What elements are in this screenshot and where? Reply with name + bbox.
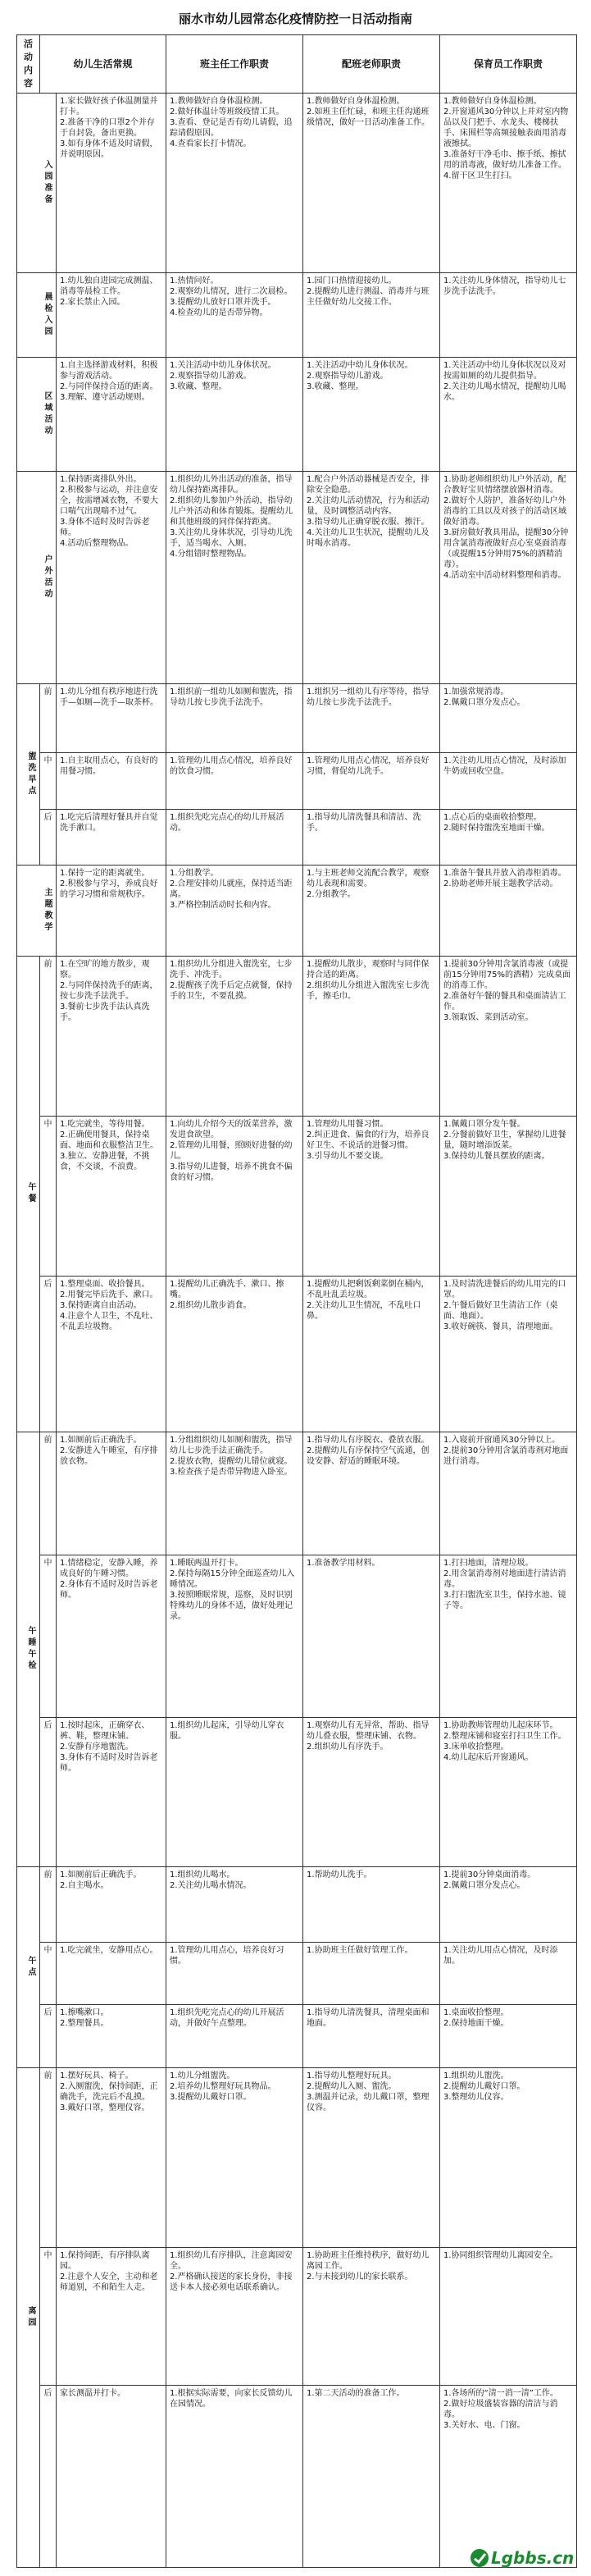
activity-label-theme-teaching: 主题教学 <box>17 866 57 957</box>
cell-text: 1.保持一定的距离就坐。 2.积极参与学习，养成良好的学习习惯和常规秩序。 <box>60 869 158 900</box>
cell-text: 家长测温并打卡。 <box>60 2389 125 2399</box>
cell-assistant-teacher <box>303 866 440 957</box>
cell-caregiver <box>440 1717 577 1866</box>
cell-text: 1.自主选择游戏材料，积极参与游戏活动。 2.与同伴保持合适的距离。 3.理解、遵守活动规则。 <box>60 360 158 402</box>
phase-label-before: 前 <box>40 1432 57 1555</box>
cell-caregiver <box>440 1555 577 1718</box>
cell-assistant-teacher <box>303 2005 440 2067</box>
cell-text: 1.组织幼儿起床，引导幼儿穿衣服。 <box>170 1720 284 1741</box>
cell-text: 1.教师做好自身体温检测。 2.做好体温计等班级疫情工具。 3.查看、登记是否有幼儿请假，追踪请假原因。 4.查看家长打卡情况。 <box>170 97 293 148</box>
cell-text: 1.组织另一组幼儿有序等待，指导幼儿按七步洗手法洗手。 <box>307 687 430 707</box>
cell-text: 1.各场所的“清一消一清”工作。 2.做好垃圾盛装容器的清洁与消毒。 3.关好水、电、门窗。 <box>443 2389 558 2431</box>
guide-table <box>16 34 577 2568</box>
cell-child-routine <box>57 1432 166 1555</box>
table-row <box>17 94 577 273</box>
phase-label-before: 前 <box>40 1866 57 1942</box>
table-row <box>17 1116 577 1276</box>
phase-label-during: 中 <box>40 2247 57 2386</box>
phase-label-during: 中 <box>40 1942 57 2004</box>
table-row <box>17 1555 577 1718</box>
cell-child-routine <box>57 956 166 1116</box>
cell-text: 1.提前30分钟桌面消毒。 2.佩戴口罩分发点心。 <box>443 1870 536 1890</box>
table-row <box>17 2386 577 2568</box>
guide-body <box>17 94 577 2568</box>
cell-text: 1.及时清洗进餐后的幼儿用完的口罩。 2.午餐后做好卫生清洁工作（桌面、地面）。 3.收好碗筷、餐具，清理地面。 <box>443 1280 566 1331</box>
cell-text: 1.如厕前后正确洗手。 2.自主喝水。 <box>60 1870 142 1890</box>
cell-text: 1.组织幼儿分组进入盥洗室，七步洗手、冲洗手。 2.提醒孩子洗手后定点就餐，保持手的卫生，不要乱摸。 <box>170 959 293 1001</box>
cell-text: 1.指导幼儿清洗餐具，清理桌面和地面。 <box>307 2008 430 2029</box>
cell-text: 1.配合户外活动器械是否安全，排除安全隐患。 2.关注幼儿活动情况，行为和活动量，及时调整活动内容。 3.指导幼儿正确穿脱衣服、擦汗。 4.关注幼儿卫生状况，提醒幼儿及时喝水消毒。 <box>307 475 430 549</box>
cell-text: 1.睡眠两温开打卡。 2.保持每隔15分钟全面巡查幼儿入睡情况。 3.按照睡眠常规，巡察，及时识别特殊幼儿的身体不适，做好处理记录。 <box>170 1559 295 1622</box>
cell-text: 1.协助老师组织幼儿户外活动，配合教好宝贝情绪摆放器材消毒。 2.做好个人防护，准备好幼儿户外消毒的工具以及对孩子的活动区域做好消毒。 3.厨房做好教具用品，提醒30分钟用含氯消毒液做好点心室桌面消毒（或提醒15分钟用75%的酒精消毒）。 4.活动室中活动材料整理和消毒。 <box>443 475 569 581</box>
phase-label-before: 前 <box>40 683 57 752</box>
col-header-assistant-teacher: 配班老师职责 <box>303 35 440 94</box>
cell-caregiver <box>440 357 577 472</box>
cell-text: 1.摆好玩具、椅子。 2.入厕盥洗，保持间距，正确洗手，洗完后不乱摸。 3.戴好口罩，整理仪容。 <box>60 2071 158 2112</box>
cell-text: 1.在空旷的地方散步，观察。 2.与同伴保持洗手的距离，按七步洗手法洗手。 3.餐前七步洗手法认真洗手。 <box>60 959 158 1022</box>
cell-text: 1.擦嘴漱口。 2.整理餐具。 <box>60 2008 109 2029</box>
cell-text: 1.幼儿分组盥洗。 2.培养幼儿整理好玩具物品。 3.提醒幼儿戴好口罩。 <box>170 2071 276 2102</box>
cell-text: 1.关注幼儿用点心情况，及时添加牛奶或回收空盘。 <box>443 756 566 777</box>
cell-text: 1.家长做好孩子体温测量并打卡。 2.准备干净的口罩2个并存于自封袋，备出更换。 3.如有身体不适及时请假，并说明原因。 <box>60 97 158 159</box>
cell-text: 1.与主班老师交流配合教学，观察幼儿表现和需要。 2.分组教学。 <box>307 869 430 900</box>
cell-caregiver <box>440 1116 577 1276</box>
table-row <box>17 472 577 683</box>
cell-text: 1.加强常规消毒。 2.佩戴口罩分发点心。 <box>443 687 525 707</box>
cell-head-teacher <box>166 2386 303 2568</box>
cell-caregiver <box>440 866 577 957</box>
cell-child-routine <box>57 753 166 810</box>
cell-assistant-teacher <box>303 1555 440 1718</box>
table-row <box>17 956 577 1116</box>
cell-text: 1.组织幼儿有序排队，注意离园安全。 2.严格确认接送的家长身份，非接送卡本人接必须电话联系确认。 <box>170 2250 293 2292</box>
cell-child-routine <box>57 1116 166 1276</box>
cell-assistant-teacher <box>303 2067 440 2247</box>
cell-head-teacher <box>166 1277 303 1432</box>
cell-text: 1.准备午餐具并放入消毒柜消毒。 2.协助老师开展主题教学活动。 <box>443 869 566 889</box>
cell-child-routine <box>57 2386 166 2568</box>
cell-text: 1.准备教学用材料。 <box>307 1559 380 1569</box>
cell-head-teacher <box>166 753 303 810</box>
cell-text: 1.指导幼儿整理好玩具。 2.提醒幼儿入厕、盥洗。 3.测温并记录，幼儿戴口罩，整理仪容。 <box>307 2071 430 2112</box>
cell-head-teacher <box>166 1942 303 2004</box>
cell-assistant-teacher <box>303 94 440 273</box>
cell-text: 1.组织先吃完点心的幼儿开展活动。 <box>170 812 284 833</box>
cell-text: 1.教师做好自身体温检测。 2.开窗通风30分钟以上并对室内物品以及门把手、水龙头、楼梯扶手、床围栏等高频接触表面用消毒液擦拭。 3.准备好干净毛巾、擦手纸、擦拭用的消毒液，做好幼儿准备工作。 4.留干区卫生打扫。 <box>443 97 569 180</box>
cell-child-routine <box>57 272 166 357</box>
col-header-head-teacher: 班主任工作职责 <box>166 35 303 94</box>
cell-caregiver <box>440 272 577 357</box>
cell-text: 1.提醒幼儿正确洗手、漱口、擦嘴。 2.组织幼儿散步消食。 <box>170 1280 284 1310</box>
table-row <box>17 2067 577 2247</box>
cell-caregiver <box>440 2005 577 2067</box>
cell-caregiver <box>440 683 577 752</box>
cell-text: 1.关注活动中幼儿身体状况。 2.观察指导幼儿游戏。 3.收藏、整理。 <box>307 360 413 391</box>
cell-child-routine <box>57 2005 166 2067</box>
table-row <box>17 272 577 357</box>
cell-head-teacher <box>166 2067 303 2247</box>
activity-label-morning-check: 晨检入园 <box>17 272 57 357</box>
cell-caregiver <box>440 94 577 273</box>
cell-head-teacher <box>166 1432 303 1555</box>
cell-text: 1.指导幼儿清洗餐具和清洁、洗手。 <box>307 812 421 833</box>
phase-label-during: 中 <box>40 1116 57 1276</box>
table-row <box>17 1432 577 1555</box>
cell-assistant-teacher <box>303 1717 440 1866</box>
cell-text: 1.分组组织幼儿如厕和盥洗，指导幼儿七步洗手法正确洗手。 2.提放衣物，提醒幼儿错位就寝。 3.检查孩子是否带异物进入卧室。 <box>170 1435 293 1477</box>
cell-child-routine <box>57 1866 166 1942</box>
cell-text: 1.分组教学。 2.合理安排幼儿就座，保持适当距离。 3.严格控制活动时长和内容。 <box>170 869 293 911</box>
activity-label-lunch: 午餐 <box>17 956 40 1432</box>
table-row <box>17 2005 577 2067</box>
cell-text: 1.关注活动中幼儿身体状况以及对按需如厕的幼儿提供指导。 2.关注幼儿喝水情况，提醒幼儿喝水。 <box>443 360 566 402</box>
phase-label-during: 中 <box>40 1555 57 1718</box>
cell-head-teacher <box>166 1116 303 1276</box>
cell-text: 1.协助班主任维持秩序，做好幼儿离园工作。 2.与未接到幼儿的家长联系。 <box>307 2250 430 2281</box>
phase-label-after: 后 <box>40 1717 57 1866</box>
activity-label-afternoon-snack: 午点 <box>17 1866 40 2067</box>
cell-child-routine <box>57 2067 166 2247</box>
cell-text: 1.协助班主任做好管理工作。 <box>307 1945 413 1955</box>
cell-assistant-teacher <box>303 1116 440 1276</box>
cell-assistant-teacher <box>303 1866 440 1942</box>
cell-text: 1.观察幼儿有无异常，帮助、指导幼儿叠衣服，整理床铺、衣物。 2.组织幼儿有序洗手。 <box>307 1720 430 1752</box>
cell-text: 1.管理幼儿用点心，培养良好习惯。 <box>170 1945 284 1966</box>
cell-text: 1.提醒幼儿散步，观察时与同伴保持合适的距离。 2.组织幼儿分组进入盥洗室七步洗手，擦毛巾。 <box>307 959 430 1001</box>
cell-child-routine <box>57 357 166 472</box>
cell-child-routine <box>57 2247 166 2386</box>
cell-head-teacher <box>166 272 303 357</box>
cell-caregiver <box>440 2386 577 2568</box>
cell-child-routine <box>57 94 166 273</box>
cell-text: 1.按时起床，正确穿衣、裤、鞋，整理床铺。 2.安静有序地盥洗。 3.身体有不适时及时告诉老师。 <box>60 1720 158 1773</box>
table-row <box>17 1866 577 1942</box>
cell-text: 1.指导幼儿有序脱衣、叠放衣服。 2.提醒幼儿有序保持空气流通，创设安静、舒适的睡眠环境。 <box>307 1435 430 1466</box>
cell-assistant-teacher <box>303 2247 440 2386</box>
activity-label-outdoor-activity: 户外活动 <box>17 472 57 683</box>
cell-text: 1.幼儿分组有秩序地进行洗手—如厕—洗手—取茶杯。 <box>60 687 158 707</box>
cell-text: 1.组织前一组幼儿如厕和盥洗，指导幼儿按七步洗手法洗手。 <box>170 687 293 707</box>
header-row <box>17 35 577 94</box>
cell-child-routine <box>57 1555 166 1718</box>
cell-text: 1.提前30分钟用含氯消毒液（或提前15分钟用75%的酒精）完成桌面的消毒工作。 2.准备好午餐的餐具和桌面清洁工作。 3.领取饭、菜到活动室。 <box>443 959 571 1022</box>
cell-text: 1.吃完就坐，等待用餐。 2.正确使用餐具，保持桌面、地面和衣服整洁卫生。 3.独立、安静进餐，不挑食，不交谈，不浪费。 <box>60 1119 158 1172</box>
cell-text: 1.打扫地面，清理垃圾。 2.用含氯消毒剂对地面进行清洁消毒。 3.打扫盥洗室卫生，保持水池、镜子等。 <box>443 1559 566 1611</box>
cell-assistant-teacher <box>303 753 440 810</box>
cell-head-teacher <box>166 956 303 1116</box>
cell-text: 1.第二天活动的准备工作。 <box>307 2389 405 2399</box>
cell-head-teacher <box>166 1717 303 1866</box>
logo-mark-icon <box>471 2549 489 2567</box>
cell-text: 1.佩戴口罩分发午餐。 2.分餐前做好卫生，掌握幼儿进餐量，随时增添饭菜。 3.保持幼儿餐具摆放的距离。 <box>443 1119 566 1161</box>
cell-text: 1.帮助幼儿洗手。 <box>307 1870 372 1879</box>
cell-text: 1.协同组织管理幼儿离园安全。 <box>443 2250 558 2260</box>
table-row <box>17 683 577 752</box>
cell-text: 1.管理幼儿用点心情况，培养良好的饮食习惯。 <box>170 756 293 777</box>
cell-head-teacher <box>166 94 303 273</box>
cell-text: 1.组织先吃完点心的幼儿开展活动，并做好午点整理。 <box>170 2008 284 2029</box>
table-row <box>17 1717 577 1866</box>
cell-text: 1.组织幼儿盥洗。 2.提醒幼儿戴好口罩。 3.整理幼儿仪容。 <box>443 2071 525 2102</box>
cell-text: 1.吃完后清理好餐具并自觉洗手漱口。 <box>60 812 158 833</box>
cell-caregiver <box>440 1866 577 1942</box>
cell-text: 1.管理幼儿用点心情况，培养良好习惯，督促幼儿洗手。 <box>307 756 430 777</box>
cell-text: 1.热情问好。 2.观察幼儿情况，进行二次晨检。 3.提醒幼儿放好口罩并洗手。 4.检查幼儿的是否带异物。 <box>170 276 293 317</box>
col-header-child-routine: 幼儿生活常规 <box>40 35 166 94</box>
cell-assistant-teacher <box>303 1942 440 2004</box>
cell-text: 1.协助教师管理幼儿起床环节。 2.整理床铺和寝室打扫卫生工作。 3.床单收拾整理。 4.幼儿起床后开窗通风。 <box>443 1720 566 1762</box>
phase-label-before: 前 <box>40 2067 57 2247</box>
cell-text: 1.幼儿独自进园完成测温、消毒等晨检工作。 2.家长禁止入园。 <box>60 276 158 307</box>
cell-head-teacher <box>166 683 303 752</box>
phase-label-before: 前 <box>40 956 57 1116</box>
cell-assistant-teacher <box>303 472 440 683</box>
cell-head-teacher <box>166 2005 303 2067</box>
table-row <box>17 357 577 472</box>
activity-label-arrival-prep: 入园准备 <box>17 94 57 273</box>
cell-text: 1.组织幼儿喝水。 2.关注幼儿喝水情况。 <box>170 1870 252 1890</box>
cell-head-teacher <box>166 866 303 957</box>
cell-text: 1.根据实际需要，向家长反馈幼儿在园情况。 <box>170 2389 293 2409</box>
table-row <box>17 809 577 866</box>
activity-label-area-activity: 区域活动 <box>17 357 57 472</box>
phase-label-after: 后 <box>40 2005 57 2067</box>
cell-assistant-teacher <box>303 956 440 1116</box>
cell-child-routine <box>57 809 166 866</box>
cell-caregiver <box>440 956 577 1116</box>
watermark-text: Lgbbs.cn <box>491 2548 575 2568</box>
cell-text: 1.关注幼儿身体情况，指导幼儿七步洗手法洗手。 <box>443 276 566 296</box>
cell-text: 1.管理幼儿用餐习惯。 2.纠正进食、偏食的行为，培养良好卫生、不说话的进餐习惯。 3.引导幼儿不要交谈。 <box>307 1119 430 1161</box>
cell-child-routine <box>57 1277 166 1432</box>
cell-text: 1.关注幼儿用点心情况，及时添加。 <box>443 1945 558 1966</box>
col-header-activity: 活动内容 <box>17 35 40 94</box>
cell-head-teacher <box>166 809 303 866</box>
cell-text: 1.吃完就坐，安静用点心。 <box>60 1945 158 1955</box>
cell-text: 1.情绪稳定，安静入睡，养成良好的午睡习惯。 2.身体有不适时及时告诉老师。 <box>60 1559 158 1601</box>
cell-assistant-teacher <box>303 2386 440 2568</box>
cell-child-routine <box>57 1942 166 2004</box>
activity-label-wash-snack: 盥洗早点 <box>17 683 40 865</box>
table-row <box>17 753 577 810</box>
cell-child-routine <box>57 866 166 957</box>
cell-text: 1.保持距离排队外出。 2.积极参与运动，并注意安全，按需增减衣物，不要大口喘气出现喘不过气。 3.身体不适时及时告诉老师。 4.活动后整理物品。 <box>60 475 158 549</box>
col-header-caregiver: 保育员工作职责 <box>440 35 577 94</box>
cell-caregiver <box>440 2067 577 2247</box>
cell-assistant-teacher <box>303 272 440 357</box>
table-row <box>17 866 577 957</box>
cell-text: 1.园门口热情迎接幼儿。 2.提醒幼儿进行测温、消毒并与班主任做好幼儿交接工作。 <box>307 276 430 307</box>
cell-text: 1.自主取用点心，有良好的用餐习惯。 <box>60 756 158 777</box>
cell-head-teacher <box>166 357 303 472</box>
cell-child-routine <box>57 683 166 752</box>
cell-caregiver <box>440 1277 577 1432</box>
cell-caregiver <box>440 472 577 683</box>
cell-caregiver <box>440 809 577 866</box>
cell-text: 1.整理桌面、收拾餐具。 2.用餐完毕后洗手、漱口。 3.保持距离自由活动。 4.注意个人卫生，不乱吐、不乱丢垃圾物。 <box>60 1280 158 1331</box>
cell-text: 1.如厕前后正确洗手。 2.安静进入午睡室，有序排放衣物。 <box>60 1435 158 1466</box>
cell-text: 1.保持间距，有序排队离园。 2.注意个人安全，主动和老师道别，不和陌生人走。 <box>60 2250 158 2292</box>
cell-head-teacher <box>166 1555 303 1718</box>
cell-text: 1.向幼儿介绍今天的饭菜营养，激发进食欲望。 2.管理幼儿用餐，照顾好进餐的幼儿。 3.指导幼儿进餐，培养不挑食不偏食的好习惯。 <box>170 1119 293 1182</box>
cell-assistant-teacher <box>303 357 440 472</box>
cell-head-teacher <box>166 472 303 683</box>
cell-head-teacher <box>166 1866 303 1942</box>
phase-label-after: 后 <box>40 809 57 866</box>
cell-assistant-teacher <box>303 1432 440 1555</box>
page-title: 丽水市幼儿园常态化疫情防控一日活动指南 <box>178 11 412 26</box>
watermark-logo <box>468 2545 583 2571</box>
cell-child-routine <box>57 1717 166 1866</box>
table-row <box>17 1277 577 1432</box>
cell-caregiver <box>440 1942 577 2004</box>
cell-caregiver <box>440 753 577 810</box>
cell-text: 1.关注活动中幼儿身体状况。 2.观察指导幼儿游戏。 3.收藏、整理。 <box>170 360 276 391</box>
cell-assistant-teacher <box>303 683 440 752</box>
cell-text: 1.提醒幼儿把剩饭剩菜倒在桶内，不乱吐乱丢垃圾。 2.关注幼儿卫生情况，不乱吐口鼻。 <box>307 1280 430 1321</box>
activity-label-nap-check: 午睡午检 <box>17 1432 40 1866</box>
table-row <box>17 2247 577 2386</box>
cell-assistant-teacher <box>303 809 440 866</box>
cell-text: 1.桌面收拾整理。 2.保持地面干燥。 <box>443 2008 509 2029</box>
cell-assistant-teacher <box>303 1277 440 1432</box>
activity-label-departure: 离园 <box>17 2067 40 2567</box>
cell-caregiver <box>440 2247 577 2386</box>
cell-caregiver <box>440 1432 577 1555</box>
cell-child-routine <box>57 472 166 683</box>
phase-label-after: 后 <box>40 1277 57 1432</box>
phase-label-after: 后 <box>40 2386 57 2568</box>
cell-text: 1.入寝前开窗通风30分钟以上。 2.提前30分钟用含氯消毒剂对地面进行消毒。 <box>443 1435 569 1466</box>
phase-label-during: 中 <box>40 753 57 810</box>
cell-text: 1.教师做好自身体温检测。 2.如班主任忙碌，和班主任沟通班级情况，做好一日活动准备工作。 <box>307 97 430 127</box>
cell-head-teacher <box>166 2247 303 2386</box>
cell-text: 1.组织幼儿外出活动的准备，指导幼儿保持距离排队。 2.组织幼儿参加户外活动，指导幼儿户外活动和体育锻炼。提醒幼儿和其他班级的同伴保持距离。 3.关注幼儿身体状况，引导幼儿洗手，适当喝水、入厕。 4.分组错时整理物品。 <box>170 475 293 560</box>
table-row <box>17 1942 577 2004</box>
cell-text: 1.点心后的桌面收拾整理。 2.随时保持盥洗室地面干燥。 <box>443 812 550 833</box>
